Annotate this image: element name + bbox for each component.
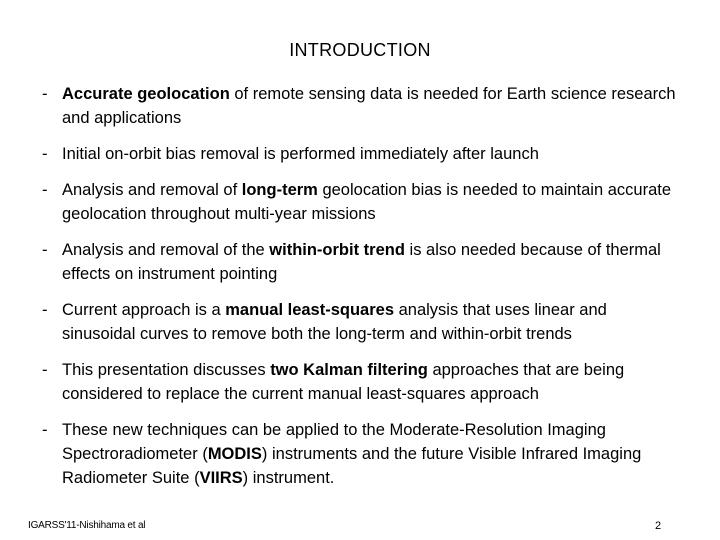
- bullet-marker: -: [42, 85, 48, 103]
- bullet-item: [42, 298, 682, 346]
- bullet-text: [62, 298, 682, 346]
- bullet-item: [42, 358, 682, 406]
- bullet-emphasis: Accurate geolocation: [62, 85, 230, 103]
- bullet-run: Current approach is a: [62, 301, 226, 319]
- bullet-run: ) instrument.: [242, 469, 335, 487]
- bullet-emphasis: two Kalman filtering: [270, 361, 428, 379]
- bullet-emphasis: MODIS: [207, 445, 262, 463]
- bullet-run: This presentation discusses: [62, 361, 271, 379]
- bullet-item: [42, 418, 682, 490]
- bullet-run: geolocation bias is needed to maintain accurate geolocation throughout multi-year missions: [62, 181, 672, 223]
- bullet-run: analysis that uses linear and sinusoidal curves to remove both the long-term and within-orbit trends: [62, 301, 607, 343]
- bullet-emphasis: VIIRS: [199, 469, 243, 487]
- slide-title: INTRODUCTION: [289, 40, 431, 60]
- bullet-text: [62, 418, 682, 490]
- bullet-run: These new techniques can be applied to the Moderate-Resolution Imaging Spectroradiometer (: [62, 421, 606, 463]
- bullet-run: Analysis and removal of the: [62, 241, 270, 259]
- page-number: 2: [655, 520, 662, 532]
- bullet-run: Analysis and removal of: [62, 181, 242, 199]
- bullet-item: [42, 142, 682, 166]
- bullet-marker: -: [42, 421, 48, 439]
- bullet-item: [42, 238, 682, 286]
- bullet-emphasis: within-orbit trend: [269, 241, 405, 259]
- bullet-emphasis: manual least-squares: [225, 301, 395, 319]
- bullet-run: approaches that are being considered to replace the current manual least-squares approach: [62, 361, 625, 403]
- bullet-marker: -: [42, 361, 48, 379]
- bullet-marker: -: [42, 301, 48, 319]
- footer-citation: IGARSS'11-Nishihama et al: [28, 520, 146, 531]
- bullet-item: [42, 178, 682, 226]
- bullet-marker: -: [42, 145, 48, 163]
- bullet-text: [62, 238, 682, 286]
- bullet-run: is also needed because of thermal effects on instrument pointing: [62, 241, 661, 283]
- bullet-marker: -: [42, 241, 48, 259]
- bullet-run: ) instruments and the future Visible Infrared Imaging Radiometer Suite (: [62, 445, 642, 487]
- bullet-text: [62, 178, 682, 226]
- bullet-emphasis: long-term: [241, 181, 318, 199]
- bullet-marker: -: [42, 181, 48, 199]
- bullet-text: [62, 82, 682, 130]
- bullet-item: [42, 82, 682, 130]
- bullet-text: [62, 358, 682, 406]
- bullet-run: Initial on-orbit bias removal is performed immediately after launch: [62, 145, 539, 163]
- bullet-text: [62, 142, 682, 166]
- bullet-run: of remote sensing data is needed for Earth science research and applications: [62, 85, 676, 127]
